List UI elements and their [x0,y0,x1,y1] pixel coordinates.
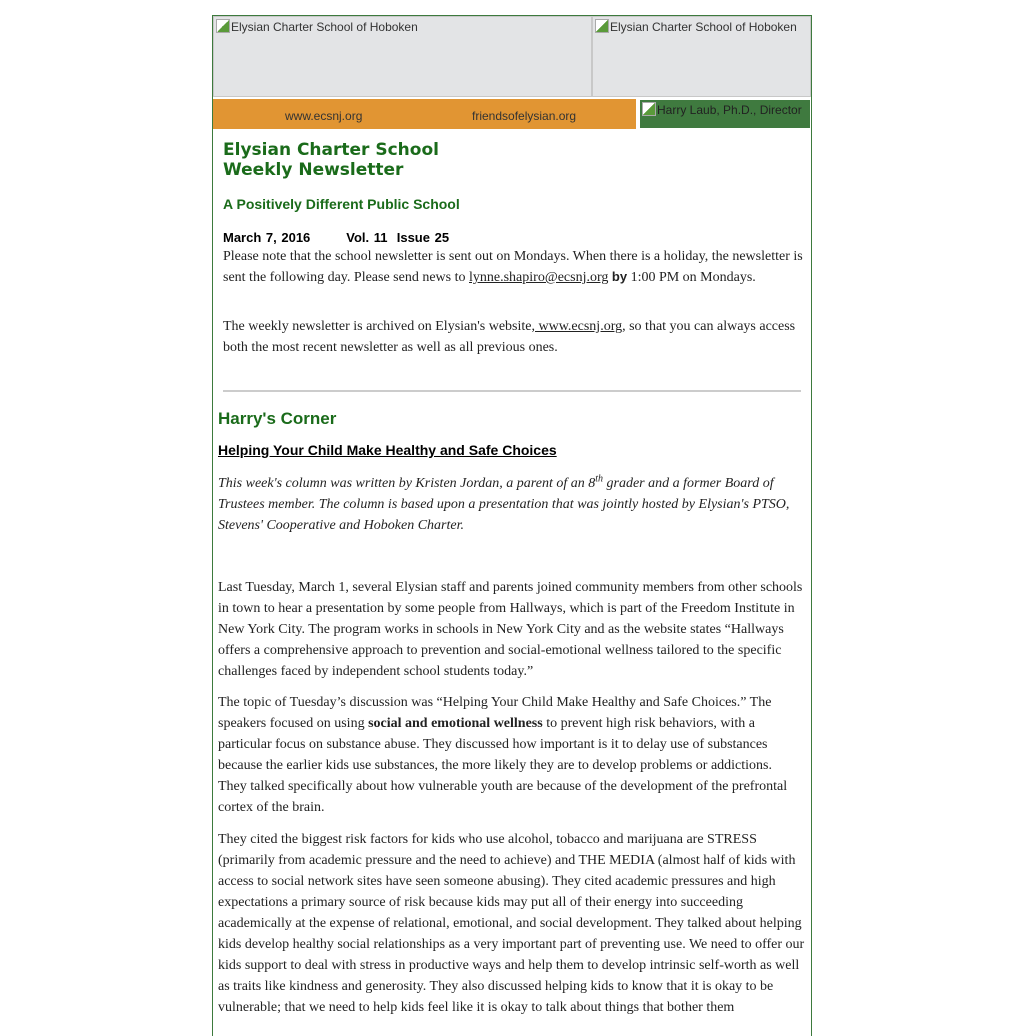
byline-text-end: grader and a former Board of Trustees member. The column is based upon a presentation that was jointly hosted by Elysian's PTSO, Stevens' Cooperative and Hoboken Charter. [218,476,790,533]
director-image [640,100,810,128]
title-line1: Elysian Charter School [223,140,439,160]
by-text: by [611,269,628,284]
intro-paragraph [223,246,803,288]
website-link[interactable]: www.ecsnj.org [535,319,623,334]
title-line2: Weekly Newsletter [223,160,404,180]
divider [223,390,801,392]
p2-text: The topic of Tuesday’s discussion was “Helping Your Child Make Healthy and Safe Choices.” The speakers focused on using [218,695,772,731]
archive-text-end: , so that you can always access both the most recent newsletter as well as all previous ones. [223,319,796,355]
archive-paragraph [223,316,803,358]
logo-alt-text: Elysian Charter School of Hoboken [231,20,418,34]
broken-image-icon [595,19,609,33]
director-alt-text: Harry Laub, Ph.D., Director [657,103,802,117]
article-byline [218,473,803,536]
article-paragraph-2 [218,692,803,818]
email-link[interactable]: lynne.shapiro@ecsnj.org [469,270,609,285]
school-logo-image-right [592,16,811,97]
logo-alt-text: Elysian Charter School of Hoboken [610,20,797,34]
school-logo-image [213,16,592,97]
link-ecsnj[interactable]: www.ecsnj.org [285,109,363,123]
p2-bold: social and emotional wellness [368,716,543,731]
byline-text: This week's column was written by Kristen Jordan, a parent of an 8 [218,476,596,491]
issue-info [223,230,449,245]
issue-date: March 7, 2016 [223,230,311,245]
article-paragraph-3: They cited the biggest risk factors for kids who use alcohol, tobacco and marijuana are STRESS (primarily from academic pressure and the need to achieve) and THE MEDIA (almost half of kids with access to social network sites have seen someone abusing). They cited academic pressures and high expectations a primary source of risk because kids may put all of their energy into succeeding academically at the expense of relational, emotional, and social development. They talked about helping kids develop healthy social relationships as a very important part of preventing use. We need to offer our kids support to deal with stress in productive ways and help them to develop intrinsic self-worth as well as traits like kindness and generosity. They also discussed helping kids to know that it is okay to be vulnerable; that we need to help kids feel like it is okay to talk about things that bother them [218,832,805,1015]
broken-image-icon [216,19,230,33]
byline-sup: th [595,473,604,485]
link-friendsofelysian[interactable]: friendsofelysian.org [472,109,577,123]
broken-image-icon [642,102,656,116]
newsletter-title [223,140,439,180]
article-title: Helping Your Child Make Healthy and Safe Choices [218,442,557,458]
section-heading: Harry's Corner [218,409,337,428]
issue-volume: Vol. 11 Issue 25 [346,230,450,245]
archive-text: The weekly newsletter is archived on Elysian's website, [223,319,535,334]
tagline: A Positively Different Public School [223,196,460,212]
links-bar [213,99,636,129]
article-paragraph-1: Last Tuesday, March 1, several Elysian staff and parents joined community members from other schools in town to hear a presentation by some people from Hallways, which is part of the Freedom Institute in New York City. The program works in schools in New York City and as the website states “Hallways offers a comprehensive approach to prevention and social-emotional wellness tailored to the specific challenges faced by independent school students today.” [218,580,803,679]
newsletter [212,15,812,1036]
intro-text: Please note that the school newsletter is sent out on Mondays. When there is a holiday, the newsletter is sent the following day. Please send news to [223,249,803,285]
intro-text-end: 1:00 PM on Mondays. [627,270,756,285]
p2-text-end: to prevent high risk behaviors, with a particular focus on substance abuse. They discussed how important is it to delay use of substances because the earlier kids use substances, the more likely they are to develop problems or addictions. They talked specifically about how vulnerable youth are because of the development of the prefrontal cortex of the brain. [218,716,788,815]
